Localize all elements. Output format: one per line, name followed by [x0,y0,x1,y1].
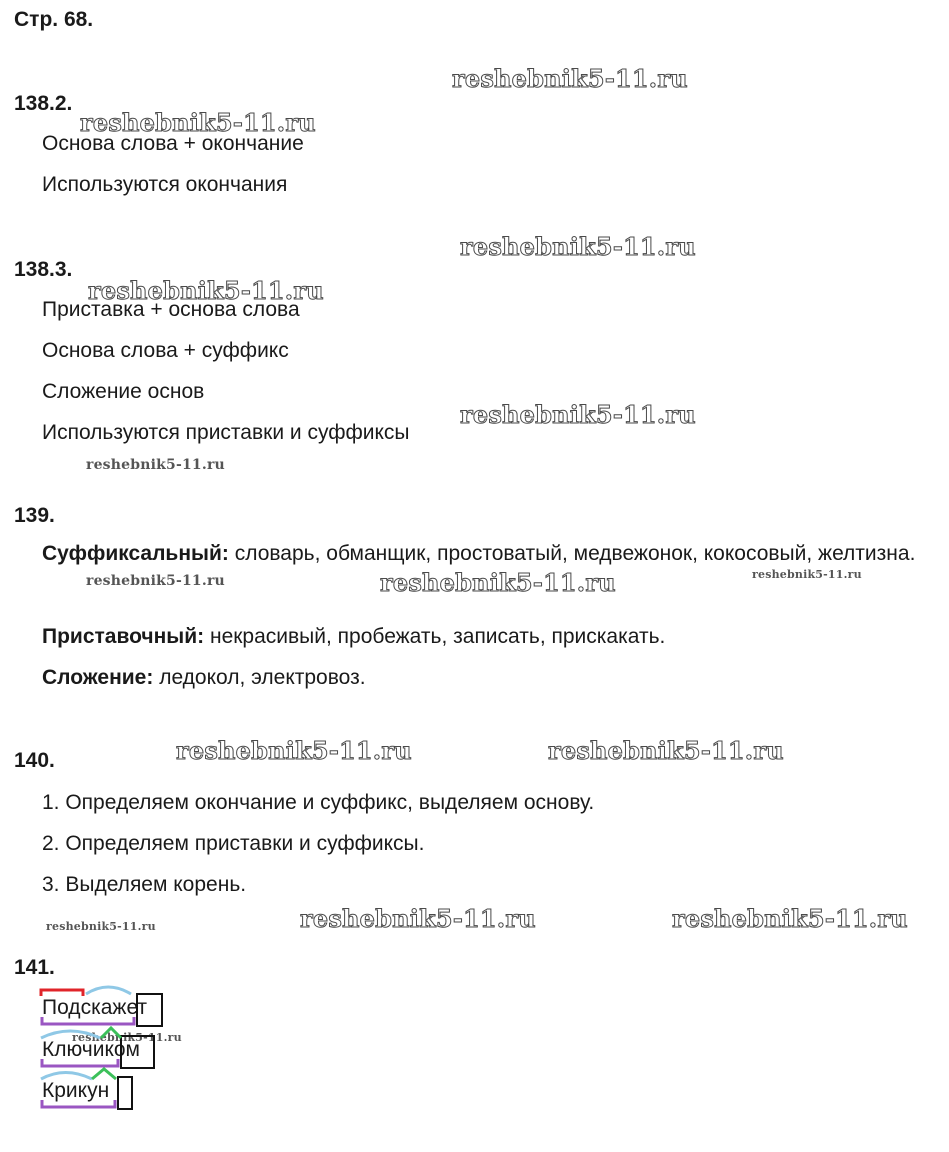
watermark: reshebnik5-11.ru [86,457,225,473]
watermark: reshebnik5-11.ru [460,400,696,429]
term-text: ледокол, электровоз. [159,666,366,689]
watermark: reshebnik5-11.ru [672,904,908,933]
answer-line: Приставка + основа слова [42,298,300,321]
term-text: некрасивый, пробежать, записать, прискакать. [209,625,666,648]
watermark: reshebnik5-11.ru [752,568,862,581]
suffix-mark [92,1069,116,1079]
task-number: 138.3. [14,258,73,281]
term-label: Приставочный: [42,625,205,648]
step-line: 3. Выделяем корень. [42,873,247,896]
stem-mark [42,1059,118,1066]
watermark: reshebnik5-11.ru [176,736,412,765]
parsed-word: Подскажет [42,996,148,1019]
watermark: reshebnik5-11.ru [548,736,784,765]
watermark: reshebnik5-11.ru [452,64,688,93]
parsed-word: Крикун [42,1079,110,1102]
term-text: словарь, обманщик, простоватый, медвежонок, кокосовый, желтизна. [234,542,916,565]
watermark: reshebnik5-11.ru [300,904,536,933]
term-label: Сложение: [42,666,154,689]
step-line: 2. Определяем приставки и суффиксы. [42,832,425,855]
task-number: 141. [14,956,55,979]
task-number: 139. [14,504,55,527]
term-label: Суффиксальный: [42,542,229,565]
watermark: reshebnik5-11.ru [380,568,616,597]
root-mark [41,1073,92,1080]
root-mark [86,987,131,994]
answer-line: Сложение основ [42,380,205,403]
answer-line: Используются приставки и суффиксы [42,421,410,444]
page-title: Стр. 68. [14,8,94,31]
answer-line: Основа слова + суффикс [42,339,289,362]
step-line: 1. Определяем окончание и суффикс, выделяем основу. [42,791,595,814]
watermark: reshebnik5-11.ru [460,232,696,261]
stem-mark [42,1100,115,1107]
watermark: reshebnik5-11.ru [80,108,316,137]
prefix-mark [41,990,83,996]
task-number: 138.2. [14,92,73,115]
suffix-mark [101,1028,121,1038]
root-mark [41,1031,100,1038]
stem-mark [42,1017,134,1024]
task-number: 140. [14,749,55,772]
answer-line: Основа слова + окончание [42,132,304,155]
watermark: reshebnik5-11.ru [46,920,156,933]
answer-line: Используются окончания [42,173,288,196]
watermark: reshebnik5-11.ru [72,1031,182,1044]
watermark: reshebnik5-11.ru [88,276,324,305]
parsed-word: Ключиком [42,1038,140,1061]
watermark: reshebnik5-11.ru [86,573,225,589]
